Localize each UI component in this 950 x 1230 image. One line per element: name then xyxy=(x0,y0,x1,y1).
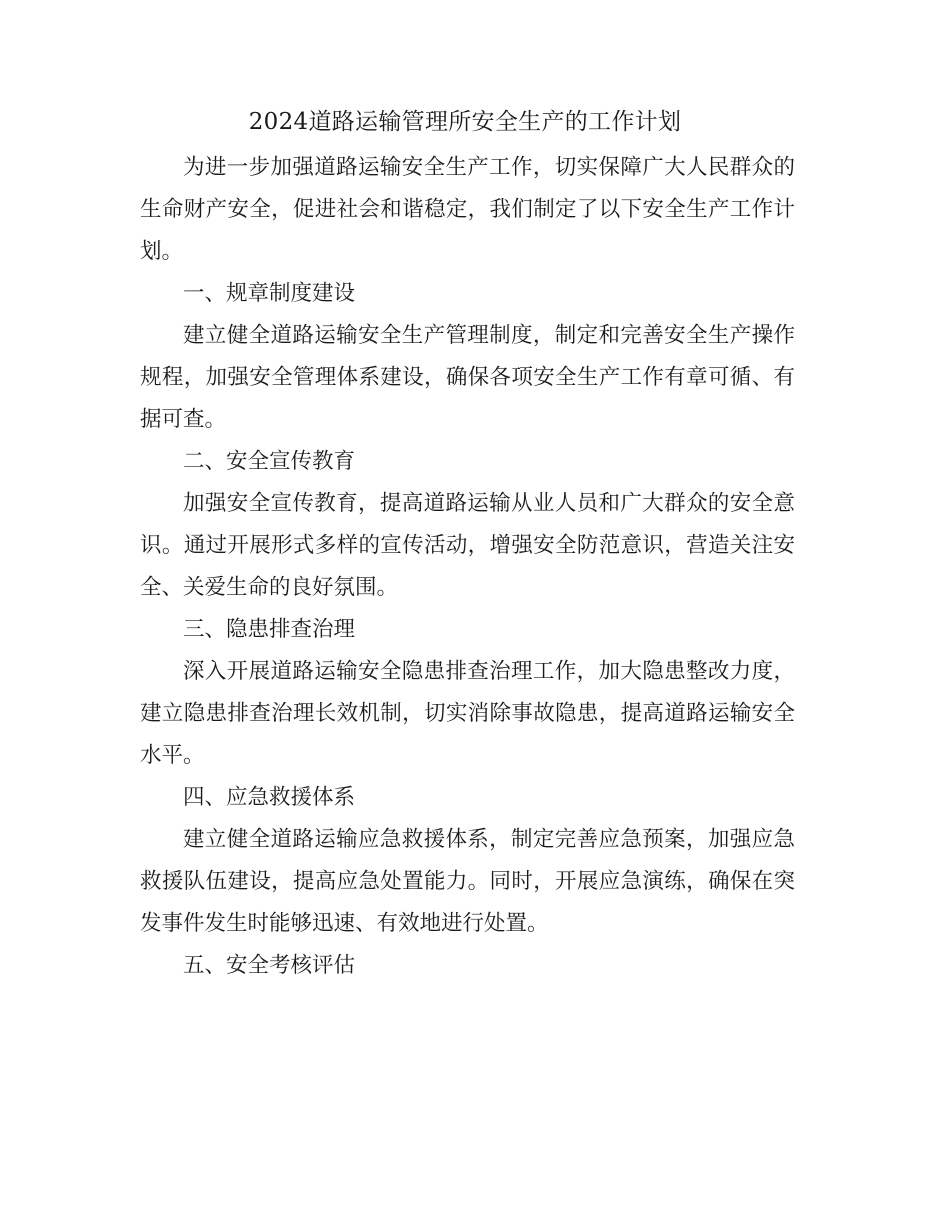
intro-paragraph: 为进一步加强道路运输安全生产工作，切实保障广大人民群众的生命财产安全，促进社会和谐稳定，我们制定了以下安全生产工作计划。 xyxy=(140,155,795,264)
document-body xyxy=(140,147,795,987)
section-heading-safety-assessment: 五、安全考核评估 xyxy=(183,953,356,978)
section-heading-emergency-rescue: 四、应急救援体系 xyxy=(183,785,356,810)
section-heading-hazard-inspection: 三、隐患排查治理 xyxy=(183,617,356,642)
section-heading-safety-education: 二、安全宣传教育 xyxy=(183,449,356,474)
section-body-hazard-inspection: 深入开展道路运输安全隐患排查治理工作，加大隐患整改力度，建立隐患排查治理长效机制，切实消除事故隐患，提高道路运输安全水平。 xyxy=(140,659,795,768)
section-body-regulations: 建立健全道路运输安全生产管理制度，制定和完善安全生产操作规程，加强安全管理体系建设，确保各项安全生产工作有章可循、有据可查。 xyxy=(140,323,795,432)
section-body-safety-education: 加强安全宣传教育，提高道路运输从业人员和广大群众的安全意识。通过开展形式多样的宣传活动，增强安全防范意识，营造关注安全、关爱生命的良好氛围。 xyxy=(140,491,795,600)
section-heading-regulations: 一、规章制度建设 xyxy=(183,281,356,306)
section-body-emergency-rescue: 建立健全道路运输应急救援体系，制定完善应急预案，加强应急救援队伍建设，提高应急处置能力。同时，开展应急演练，确保在突发事件发生时能够迅速、有效地进行处置。 xyxy=(140,827,795,936)
document-title: 2024道路运输管理所安全生产的工作计划 xyxy=(248,109,682,135)
